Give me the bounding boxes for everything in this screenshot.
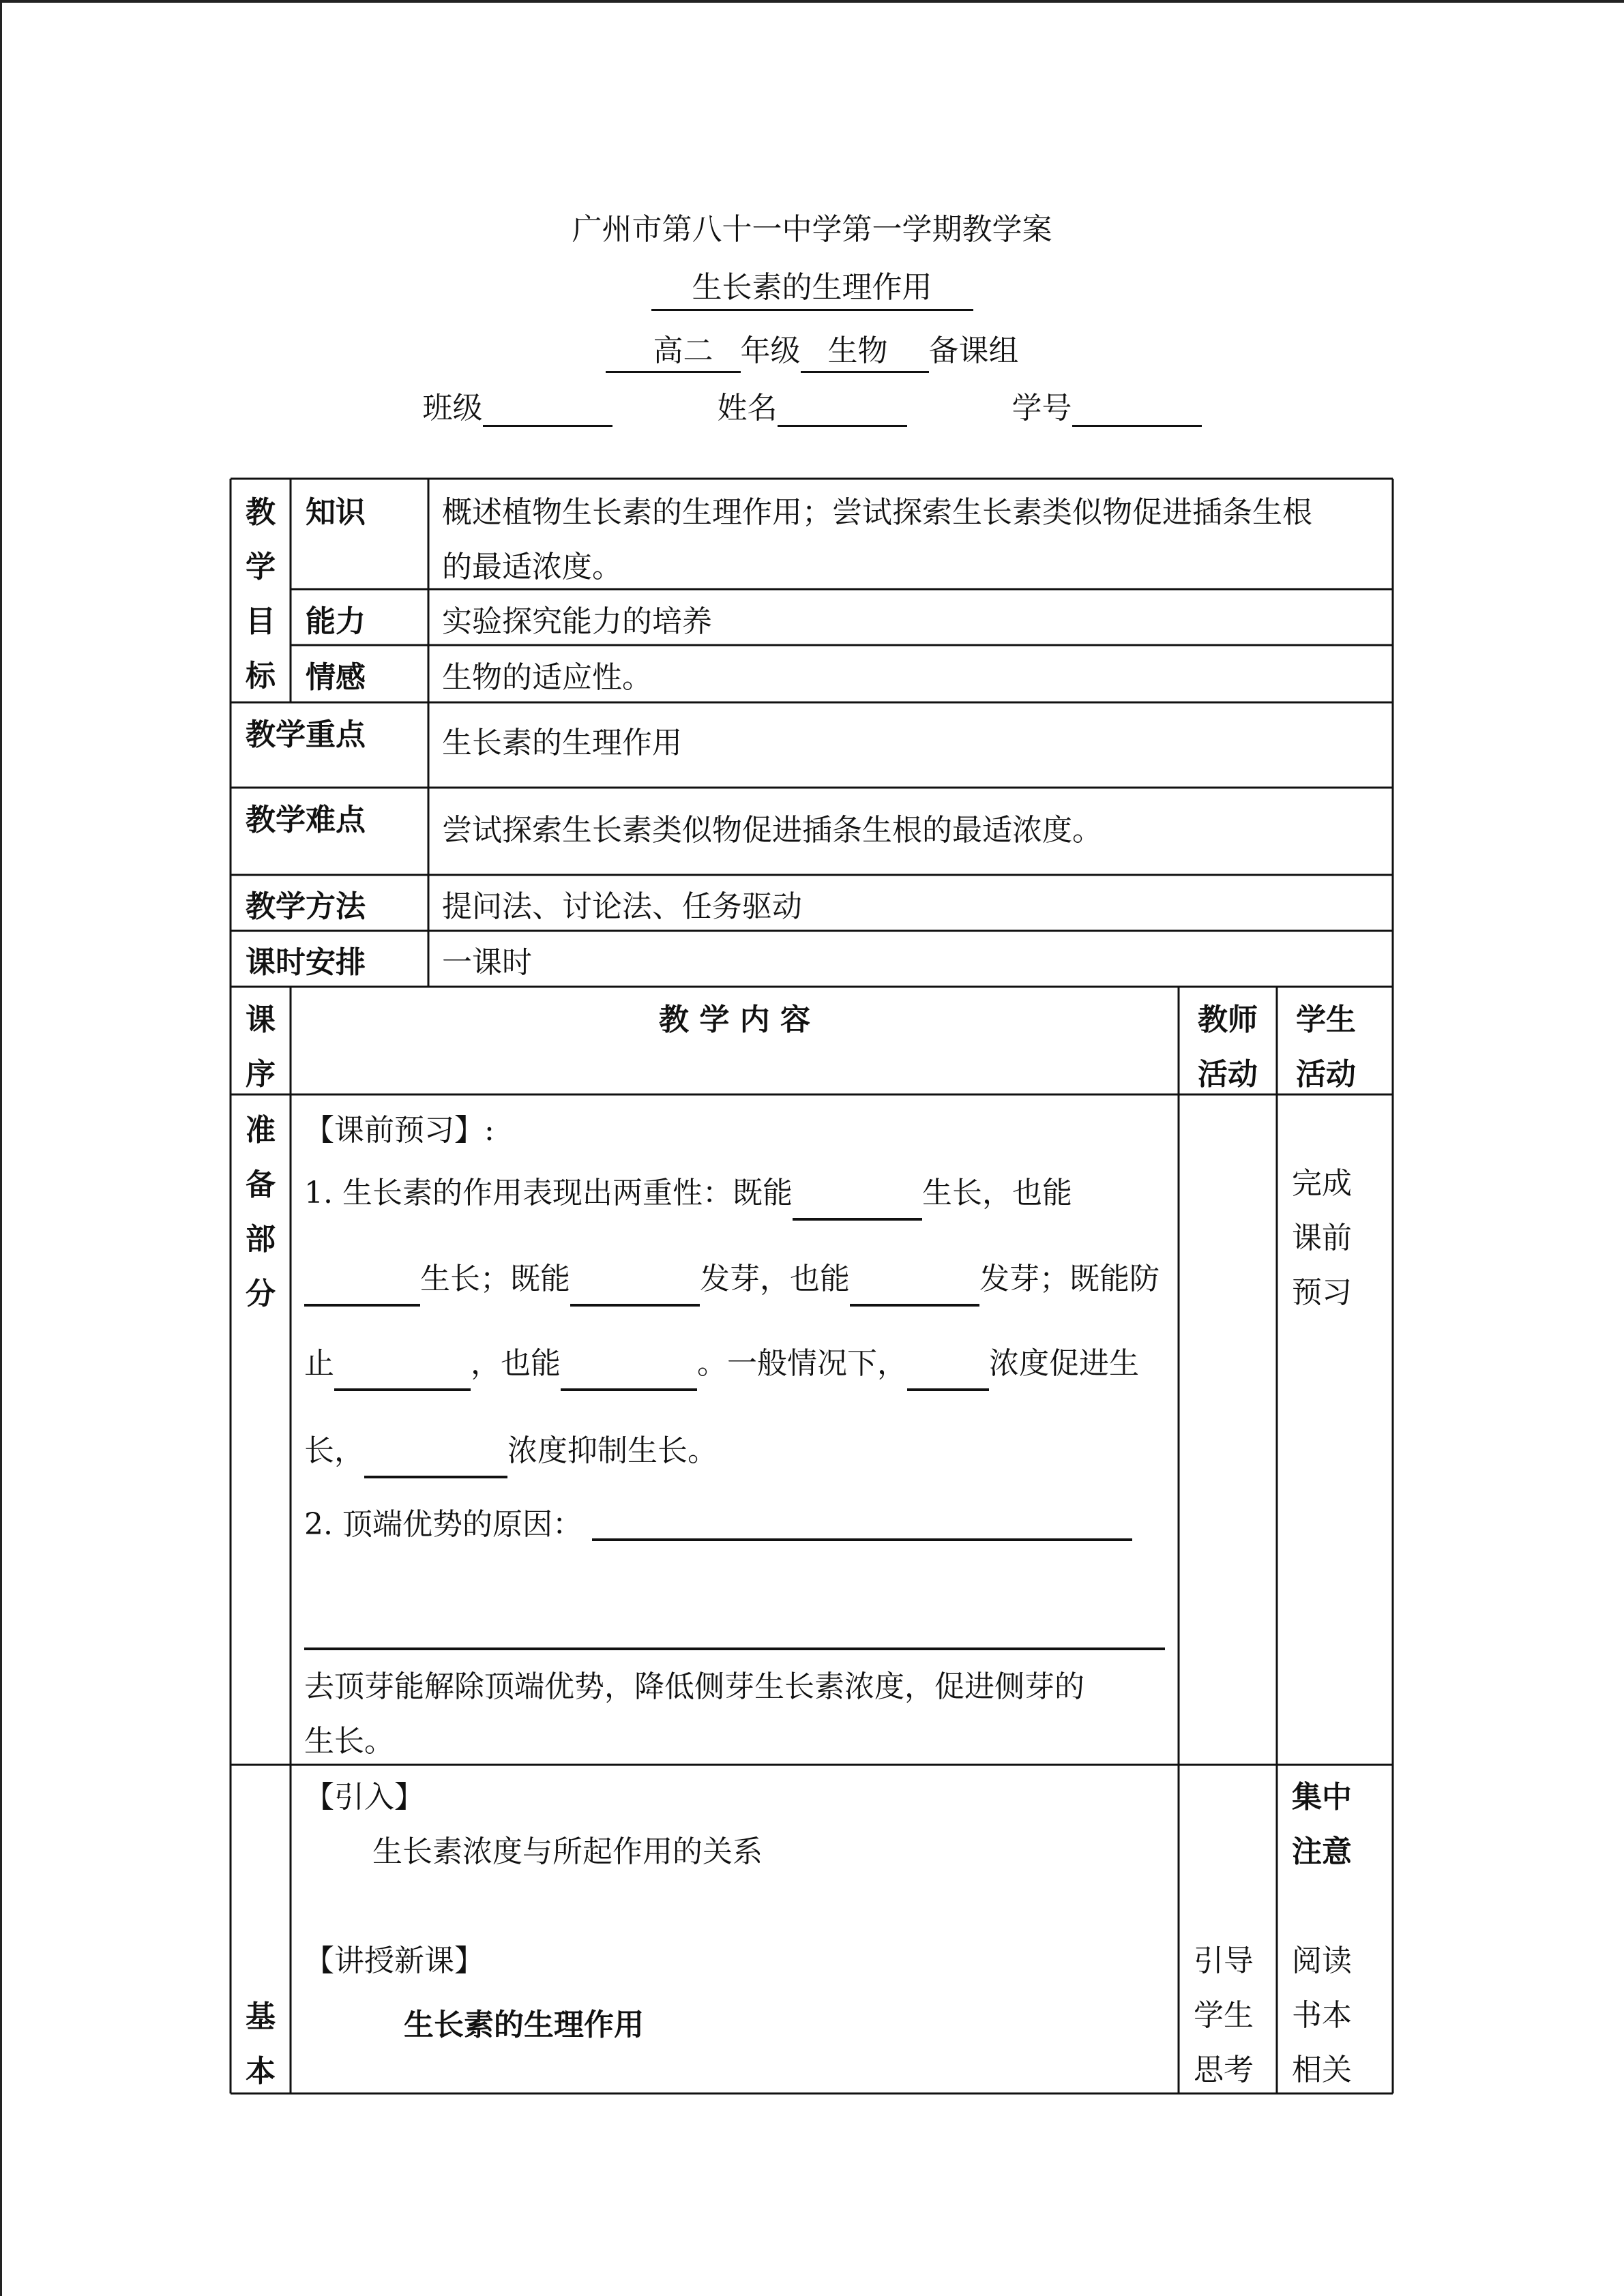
page-top-border <box>0 0 1624 3</box>
blank-8[interactable] <box>364 1443 507 1478</box>
class-blank[interactable] <box>483 398 612 427</box>
content-header: 教 学 内 容 <box>659 1002 810 1037</box>
prep-q1-line1: 1. 生长素的作用表现出两重性：既能 生长，也能 <box>304 1166 1072 1221</box>
lesson-title: 生长素的生理作用 <box>0 263 1624 311</box>
student-info-line: 班级 姓名 学号 <box>0 383 1624 427</box>
emotion-label: 情感 <box>306 660 366 695</box>
q2-answer-line-1[interactable] <box>592 1538 1132 1541</box>
prep-heading: 【课前预习】: <box>304 1113 494 1148</box>
knowledge-label: 知识 <box>306 495 366 530</box>
intro-heading: 【引入】 <box>304 1780 424 1815</box>
basic-student-activity-bottom: 阅读 书本 相关 <box>1292 1943 1352 2087</box>
basic-teacher-activity: 引导 学生 思考 <box>1194 1943 1254 2087</box>
prep-q1-line2: 生长；既能 发芽，也能 发芽；既能防 <box>304 1252 1160 1307</box>
knowledge-text-line1: 概述植物生长素的生理作用；尝试探索生长素类似物促进插条生根 <box>442 495 1312 530</box>
blank-4[interactable] <box>850 1271 979 1307</box>
ability-label: 能力 <box>306 604 366 639</box>
new-lesson-title: 生长素的生理作用 <box>404 2008 644 2042</box>
blank-2[interactable] <box>304 1271 420 1307</box>
blank-7[interactable] <box>907 1356 989 1391</box>
prep-label: 准 备 部 分 <box>246 1113 276 1311</box>
prep-q2-answer-line1: 去顶芽能解除顶端优势，降低侧芽生长素浓度，促进侧芽的 <box>304 1669 1084 1704</box>
prep-student-activity: 完成 课前 预习 <box>1292 1166 1352 1310</box>
ability-text: 实验探究能力的培养 <box>442 604 712 639</box>
schedule-text: 一课时 <box>442 945 532 980</box>
emotion-text: 生物的适应性。 <box>442 660 652 695</box>
blank-1[interactable] <box>793 1185 922 1221</box>
key-point-label: 教学重点 <box>246 717 366 752</box>
grade-line: 高二 年级 生物 备课组 <box>0 326 1624 373</box>
prep-q1-line4: 长， 浓度抑制生长。 <box>304 1424 718 1478</box>
new-lesson-heading: 【讲授新课】 <box>304 1943 484 1978</box>
intro-text: 生长素浓度与所起作用的关系 <box>372 1834 763 1869</box>
prep-q2-answer-line2: 生长。 <box>304 1724 394 1759</box>
difficulty-label: 教学难点 <box>246 803 366 837</box>
teacher-activity-header: 教师 活动 <box>1198 1002 1258 1092</box>
seq-header: 课 序 <box>246 1002 276 1092</box>
blank-5[interactable] <box>334 1356 471 1391</box>
name-blank[interactable] <box>778 398 907 427</box>
basic-student-activity-top: 集中 注意 <box>1292 1780 1352 1869</box>
knowledge-text-line2: 的最适浓度。 <box>442 550 622 584</box>
student-activity-header: 学生 活动 <box>1296 1002 1356 1092</box>
key-point-text: 生长素的生理作用 <box>442 726 682 760</box>
basic-label: 基 本 <box>246 1999 276 2089</box>
school-line: 广州市第八十一中学第一学期教学案 <box>572 212 1052 247</box>
id-blank[interactable] <box>1072 398 1202 427</box>
blank-3[interactable] <box>570 1271 700 1307</box>
schedule-label: 课时安排 <box>246 945 366 980</box>
objectives-label: 教 学 目 标 <box>246 495 276 694</box>
difficulty-text: 尝试探索生长素类似物促进插条生根的最适浓度。 <box>442 813 1102 848</box>
q2-answer-line-2[interactable] <box>304 1648 1165 1650</box>
prep-q2: 2. 顶端优势的原因： <box>304 1507 582 1542</box>
blank-6[interactable] <box>561 1356 697 1391</box>
method-text: 提问法、讨论法、任务驱动 <box>442 889 802 924</box>
method-label: 教学方法 <box>246 889 366 924</box>
prep-q1-line3: 止 ，也能 。一般情况下， 浓度促进生 <box>304 1337 1139 1391</box>
